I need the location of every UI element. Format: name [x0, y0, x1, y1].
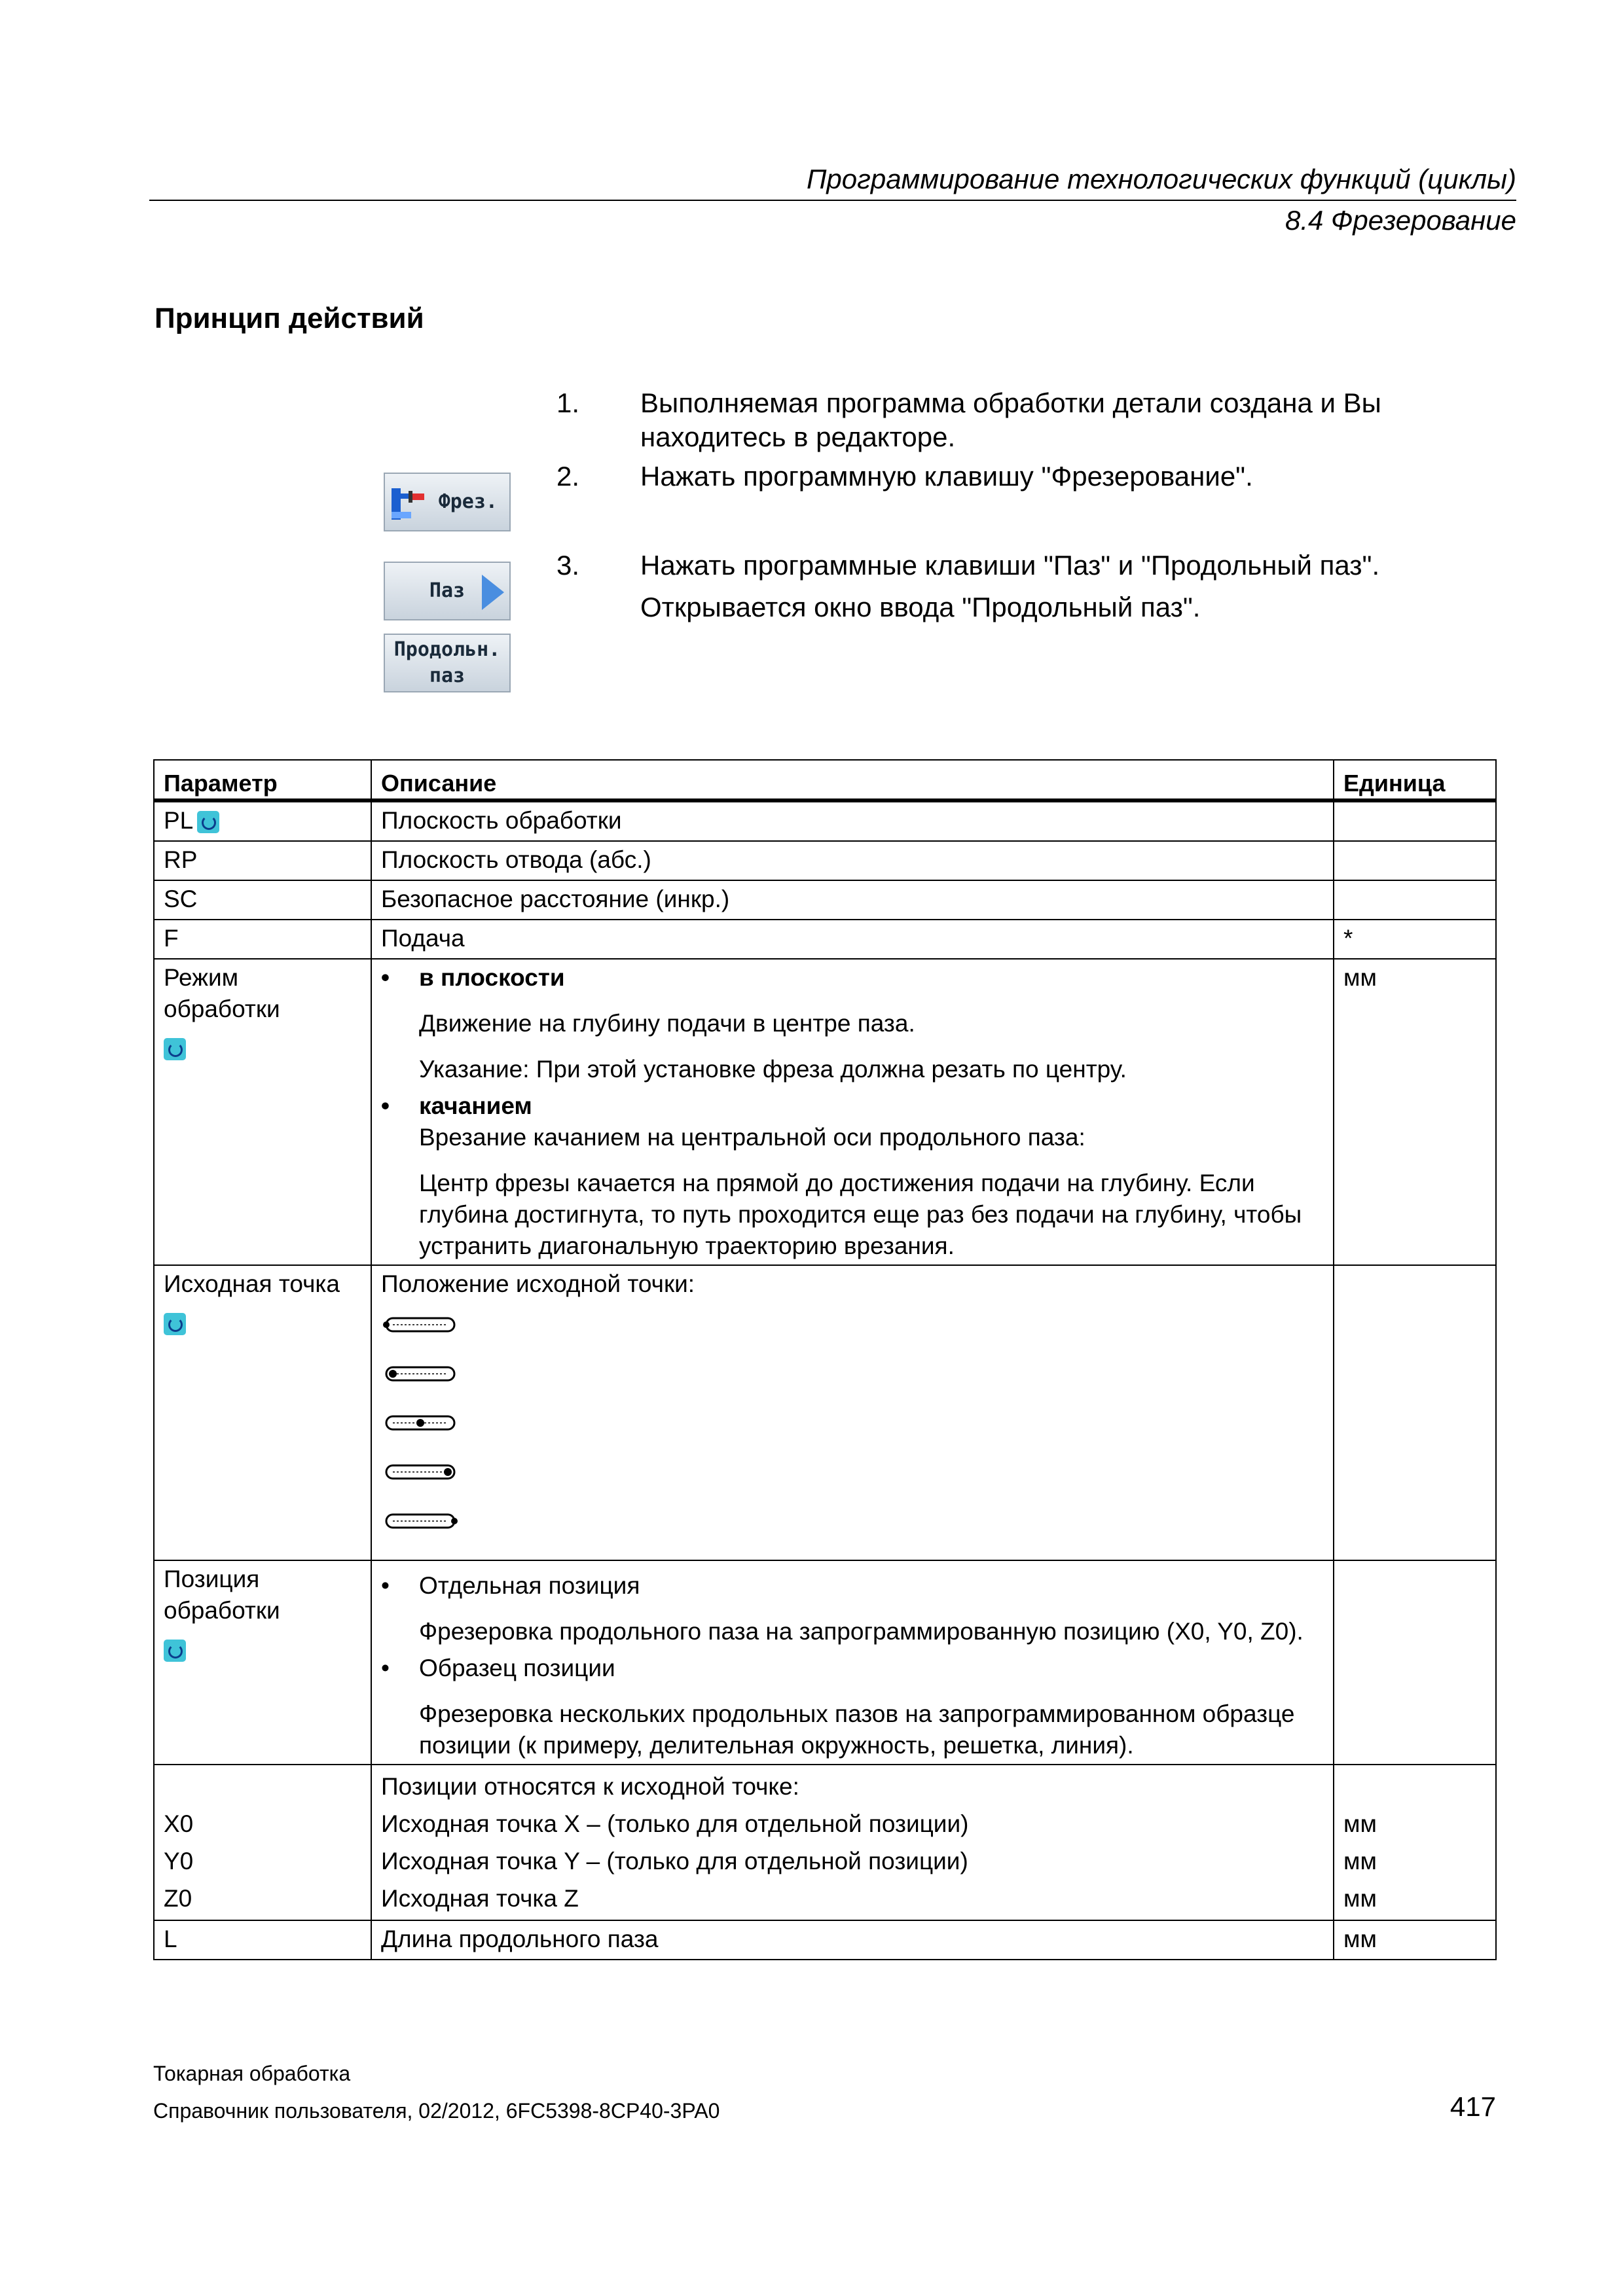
param-cell: SC [154, 880, 371, 920]
option-title: • Отдельная позиция [381, 1570, 1324, 1602]
option-title: • Образец позиции [381, 1653, 1324, 1684]
slot-ref-left-edge-icon[interactable] [381, 1312, 460, 1338]
slot-ref-left-center-icon[interactable] [381, 1361, 460, 1387]
desc-cell: Подача [371, 920, 1334, 959]
param-cell: F [154, 920, 371, 959]
table-row [154, 1265, 1496, 1560]
toggle-icon[interactable] [197, 811, 219, 833]
step-1 [556, 386, 1491, 454]
desc-cell [371, 959, 1334, 1265]
desc-cell: Плоскость обработки [371, 800, 1334, 841]
option-text: Указание: При этой установке фреза должна резать по центру. [419, 1056, 1127, 1083]
slot-softkey[interactable] [384, 562, 511, 620]
step-text: Нажать программную клавишу "Фрезерование". [640, 461, 1253, 492]
option-text: Центр фрезы качается на прямой до достижения подачи на глубину. Если глубина достигнута, то путь проходится еще раз без подачи на глубину, чтобы устранить диагональную траекторию врезания. [419, 1170, 1302, 1259]
step-3 [556, 548, 1491, 624]
table-row [154, 880, 1496, 920]
header-param: Параметр [154, 760, 371, 800]
header-section: 8.4 Фрезерование [1285, 205, 1516, 236]
option-title: • качанием [381, 1090, 1324, 1122]
slot-ref-right-edge-icon[interactable] [381, 1508, 460, 1534]
header-unit: Единица [1334, 760, 1496, 800]
footer-title: Токарная обработка [153, 2062, 351, 2085]
section-title: Принцип действий [155, 302, 424, 334]
milling-softkey-label: Фрез. [438, 490, 498, 513]
header-chapter: Программирование технологических функций (циклы) [806, 164, 1516, 194]
long-slot-softkey[interactable] [384, 634, 511, 692]
option-text: Врезание качанием на центральной оси продольного паза: [419, 1124, 1085, 1151]
unit-cell [1334, 841, 1496, 880]
table-header-row [154, 760, 1496, 800]
param-cell: X0 Y0 Z0 [154, 1765, 371, 1920]
parameter-table [153, 759, 1497, 1960]
slot-ref-center-icon[interactable] [381, 1410, 460, 1436]
desc-cell: Плоскость отвода (абс.) [371, 841, 1334, 880]
long-slot-softkey-label-2: паз [429, 664, 465, 687]
step-2 [556, 459, 1491, 493]
param-cell: PL [154, 800, 371, 841]
param-cell: RP [154, 841, 371, 880]
table-row [154, 1920, 1496, 1960]
desc-cell: Позиции относятся к исходной точке: Исходная точка X – (только для отдельной позиции) Исходная точка Y – (только для отдельной позиции) Исходная точка Z [371, 1765, 1334, 1920]
unit-cell: мм [1334, 959, 1496, 1265]
step-text: Нажать программные клавиши "Паз" и "Продольный паз". [640, 550, 1380, 581]
table-row [154, 800, 1496, 841]
slot-ref-right-center-icon[interactable] [381, 1459, 460, 1485]
header-desc: Описание [371, 760, 1334, 800]
option-text: Фрезеровка нескольких продольных пазов на запрограммированном образце позиции (к примеру, делительная окружность, решетка, линия). [419, 1700, 1295, 1759]
step-subtext: Открывается окно ввода "Продольный паз". [640, 592, 1201, 622]
slot-softkey-label: Паз [429, 579, 465, 602]
table-row [154, 1560, 1496, 1765]
positions-note: Позиции относятся к исходной точке: [381, 1773, 799, 1800]
desc-cell [371, 1265, 1334, 1560]
unit-cell [1334, 1560, 1496, 1765]
long-slot-softkey-label-1: Продольн. [393, 638, 501, 661]
desc-cell [371, 1560, 1334, 1765]
footer-reference: Справочник пользователя, 02/2012, 6FC5398-8CP40-3PA0 [153, 2099, 720, 2123]
unit-cell [1334, 800, 1496, 841]
desc-cell: Длина продольного паза [371, 1920, 1334, 1960]
unit-cell: мм [1334, 1920, 1496, 1960]
option-title: • в плоскости [381, 962, 1324, 994]
step-text: Выполняемая программа обработки детали создана и Вы находитесь в редакторе. [640, 387, 1381, 452]
step-number: 2. [556, 461, 580, 492]
param-cell: Исходная точка [154, 1265, 371, 1560]
ref-label: Положение исходной точки: [381, 1270, 695, 1297]
page-number: 417 [1450, 2091, 1496, 2122]
table-row [154, 920, 1496, 959]
table-row [154, 841, 1496, 880]
param-cell: Режим обработки [154, 959, 371, 1265]
ref-point-options [381, 1312, 1324, 1534]
option-text: Движение на глубину подачи в центре паза. [419, 1010, 915, 1037]
param-cell: L [154, 1920, 371, 1960]
unit-cell: мм мм мм [1334, 1765, 1496, 1920]
desc-cell: Безопасное расстояние (инкр.) [371, 880, 1334, 920]
toggle-icon[interactable] [164, 1640, 186, 1662]
unit-cell: * [1334, 920, 1496, 959]
milling-softkey[interactable] [384, 473, 511, 531]
arrow-right-icon [482, 575, 504, 610]
unit-cell [1334, 1265, 1496, 1560]
toggle-icon[interactable] [164, 1313, 186, 1335]
option-text: Фрезеровка продольного паза на запрограммированную позицию (X0, Y0, Z0). [419, 1618, 1304, 1645]
step-number: 1. [556, 387, 580, 418]
table-row [154, 959, 1496, 1265]
param-cell: Позиция обработки [154, 1560, 371, 1765]
toggle-icon[interactable] [164, 1038, 186, 1060]
unit-cell [1334, 880, 1496, 920]
header-rule [149, 200, 1516, 201]
table-row [154, 1765, 1496, 1920]
milling-icon [390, 486, 428, 522]
step-number: 3. [556, 550, 580, 581]
